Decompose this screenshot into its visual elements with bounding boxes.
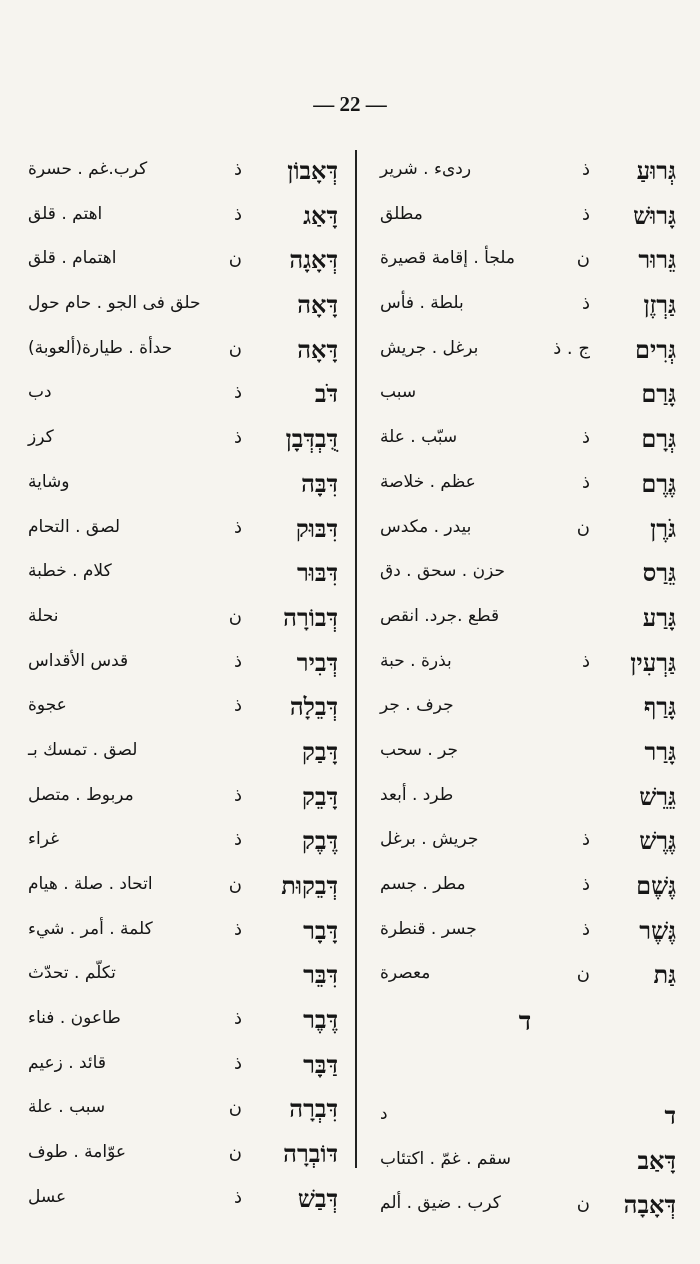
dictionary-entry — [22, 1178, 342, 1223]
gender-marker: ذ — [233, 695, 242, 717]
hebrew-headword: דֶּבֶר — [303, 1005, 338, 1035]
gender-marker: ن — [576, 248, 590, 270]
gender-marker: ذ — [233, 1008, 242, 1030]
dictionary-entry — [370, 954, 680, 999]
gender-marker: ذ — [581, 650, 590, 672]
hebrew-headword: דָּאַב — [637, 1145, 676, 1175]
hebrew-headword: גָּרַר — [644, 736, 676, 766]
gender-marker: ذ — [581, 159, 590, 180]
gender-marker: ذ — [233, 427, 242, 449]
hebrew-headword: דָּבֵק — [302, 781, 338, 811]
hebrew-headword: גַּרְזֶן — [643, 290, 676, 320]
gender-marker: ذ — [581, 203, 590, 225]
arabic-definition: جريش . برغل — [380, 829, 479, 850]
dictionary-entry — [370, 776, 680, 821]
gender-marker: ن — [228, 605, 242, 627]
hebrew-headword: גְּרָם — [641, 424, 676, 454]
arabic-definition: ملجأ . إقامة قصيرة — [380, 248, 516, 269]
hebrew-headword: דַּבָּר — [303, 1049, 338, 1079]
arabic-definition: بلطة . فأس — [380, 293, 464, 314]
dictionary-entry — [370, 642, 680, 687]
dictionary-entry — [22, 776, 342, 821]
hebrew-headword: גָּרַם — [641, 379, 676, 409]
section-letter: ד — [518, 1007, 532, 1038]
hebrew-headword: דִּבּוּק — [295, 513, 338, 543]
dictionary-entry — [22, 463, 342, 508]
dictionary-entry — [22, 1044, 342, 1089]
hebrew-headword: ד — [664, 1101, 676, 1131]
dictionary-entry — [370, 731, 680, 776]
hebrew-headword: גְּרוּעַ — [636, 156, 676, 185]
arabic-definition: نحلة — [28, 605, 59, 626]
arabic-definition: جرف . جر — [380, 695, 454, 716]
hebrew-headword: דֹּב — [314, 379, 338, 409]
hebrew-headword: גֶּרֶשׁ — [639, 826, 676, 856]
hebrew-headword: גֵּרַס — [642, 558, 676, 588]
dictionary-entry — [22, 686, 342, 731]
arabic-definition: اهتمام . قلق — [28, 248, 117, 269]
hebrew-headword: דּוֹבְרָה — [283, 1139, 338, 1169]
arabic-definition: حلق فى الجو . حام حول — [28, 293, 201, 314]
dictionary-entry — [370, 1095, 680, 1140]
gender-marker: ن — [576, 516, 590, 538]
dictionary-entry — [370, 552, 680, 597]
hebrew-headword: דָּאַג — [303, 200, 338, 230]
arabic-definition: كرز — [28, 427, 54, 448]
dictionary-entry — [22, 865, 342, 910]
gender-marker: ن — [576, 963, 590, 985]
arabic-definition: برغل . جريش — [380, 337, 479, 358]
hebrew-headword: דְּאָבָה — [623, 1190, 676, 1220]
arabic-definition: د — [380, 1104, 388, 1125]
dictionary-entry — [22, 239, 342, 284]
dictionary-entry — [370, 910, 680, 955]
dictionary-entry — [370, 686, 680, 731]
arabic-definition: سقم . غمّ . اكتئاب — [380, 1148, 512, 1169]
hebrew-headword: דִּבָּה — [301, 468, 338, 498]
arabic-definition: جر . سحب — [380, 739, 459, 760]
gender-marker: ج . ذ — [553, 337, 590, 359]
arabic-definition: مربوط . متصل — [28, 784, 134, 805]
dictionary-entry — [370, 1140, 680, 1185]
hebrew-headword: דְּאָגָה — [289, 245, 338, 275]
arabic-definition: كلام . خطبة — [28, 561, 112, 582]
hebrew-headword: גַּרְעִין — [630, 647, 676, 677]
dictionary-entry — [22, 284, 342, 329]
arabic-definition: لصق . التحام — [28, 516, 121, 537]
dictionary-entry — [370, 463, 680, 508]
hebrew-headword: גֵּרֵשׁ — [639, 781, 676, 811]
dictionary-entry — [370, 195, 680, 240]
hebrew-headword: גֵּרוּר — [638, 245, 676, 275]
arabic-definition: جسر . قنطرة — [380, 918, 477, 939]
arabic-definition: دب — [28, 382, 52, 403]
arabic-definition: حزن . سحق . دق — [380, 561, 505, 582]
gender-marker: ذ — [581, 427, 590, 449]
dictionary-entry — [370, 284, 680, 329]
hebrew-headword: דָּבַק — [302, 736, 338, 766]
section-heading — [370, 999, 680, 1095]
dictionary-entry — [370, 239, 680, 284]
gender-marker: ذ — [233, 203, 242, 225]
hebrew-headword: דְּבֵלָה — [289, 692, 338, 722]
arabic-definition: اتحاد . صلة . هيام — [28, 874, 153, 894]
hebrew-headword: דְּבֵקוּת — [281, 871, 338, 900]
hebrew-headword: דִּבְרָה — [289, 1094, 338, 1124]
dictionary-entry — [370, 150, 680, 195]
arabic-definition: سبّب . علة — [380, 427, 458, 448]
arabic-definition: تكلّم . تحدّث — [28, 963, 116, 984]
arabic-definition: قطع .جرد. انقص — [380, 605, 500, 626]
dictionary-entry — [22, 508, 342, 553]
gender-marker: ذ — [581, 293, 590, 315]
arabic-definition: بيدر . مكدس — [380, 516, 472, 537]
hebrew-headword: גְּרִים — [635, 334, 676, 364]
dictionary-entry — [22, 329, 342, 374]
gender-marker: ذ — [233, 918, 242, 940]
arabic-definition: معصرة — [380, 963, 431, 984]
hebrew-headword: גֹּרֶן — [650, 513, 676, 543]
hebrew-headword: דִּבּוּר — [296, 558, 338, 588]
dictionary-entry — [22, 373, 342, 418]
dictionary-entry — [370, 1184, 680, 1229]
gender-marker: ذ — [233, 1186, 242, 1208]
gender-marker: ن — [228, 1097, 242, 1119]
arabic-definition: عظم . خلاصة — [380, 471, 476, 492]
hebrew-headword: דָּאָה — [297, 290, 338, 320]
hebrew-headword: דְּבַשׁ — [297, 1183, 338, 1213]
gender-marker: ن — [228, 248, 242, 270]
gender-marker: ن — [228, 1142, 242, 1164]
arabic-definition: حدأة . طيارة(ألعوبة) — [28, 337, 173, 358]
hebrew-headword: דֻּבְדְּבָן — [285, 424, 338, 454]
hebrew-headword: דָּאָה — [297, 334, 338, 364]
dictionary-entry — [370, 597, 680, 642]
dictionary-entry — [370, 373, 680, 418]
gender-marker: ن — [228, 337, 242, 359]
dictionary-entry — [22, 910, 342, 955]
arabic-definition: وشاية — [28, 471, 70, 492]
hebrew-headword: דָּבָר — [303, 915, 338, 945]
dictionary-entry — [22, 195, 342, 240]
arabic-definition: عوّامة . طوف — [28, 1142, 127, 1163]
dictionary-entry — [22, 597, 342, 642]
gender-marker: ذ — [581, 471, 590, 493]
page-number: — 22 — — [313, 92, 387, 116]
column-divider — [355, 150, 357, 1168]
dictionary-entry — [370, 865, 680, 910]
hebrew-headword: גָּרַע — [642, 602, 676, 632]
hebrew-headword: גָּרוּשׁ — [633, 200, 676, 230]
gender-marker: ذ — [233, 1052, 242, 1074]
arabic-definition: طاعون . فناء — [28, 1008, 121, 1029]
gender-marker: ذ — [581, 874, 590, 895]
arabic-definition: سبب . علة — [28, 1097, 106, 1118]
gender-marker: ذ — [581, 829, 590, 851]
dictionary-entry — [22, 954, 342, 999]
arabic-definition: قدس الأقداس — [28, 650, 129, 671]
arabic-definition: غراء — [28, 829, 59, 850]
hebrew-headword: גֶּשֶׁר — [639, 915, 676, 945]
hebrew-headword: גֶּשֶׁם — [636, 871, 676, 900]
arabic-definition: طرد . أبعد — [380, 784, 454, 805]
gender-marker: ذ — [233, 829, 242, 851]
gender-marker: ذ — [233, 382, 242, 404]
arabic-definition: اهتم . قلق — [28, 203, 103, 224]
dictionary-entry — [22, 731, 342, 776]
dictionary-entry — [370, 329, 680, 374]
gender-marker: ذ — [581, 918, 590, 940]
dictionary-entry — [22, 820, 342, 865]
hebrew-headword: גַּת — [653, 960, 676, 990]
hebrew-headword: דֶּבֶק — [302, 826, 338, 856]
arabic-definition: عسل — [28, 1186, 67, 1207]
dictionary-entry — [370, 820, 680, 865]
arabic-definition: ردىء . شرير — [380, 159, 472, 179]
arabic-definition: كلمة . أمر . شيء — [28, 918, 153, 939]
hebrew-headword: דְּבוֹרָה — [283, 602, 338, 632]
hebrew-headword: דְּבִיר — [296, 647, 338, 677]
dictionary-entry — [22, 418, 342, 463]
gender-marker: ذ — [233, 784, 242, 806]
arabic-definition: مطر . جسم — [380, 874, 466, 894]
arabic-definition: بذرة . حبة — [380, 650, 452, 671]
left-column — [22, 150, 342, 1223]
arabic-definition: لصق . تمسك بـ — [28, 739, 138, 760]
dictionary-entry — [22, 150, 342, 195]
arabic-definition: عجوة — [28, 695, 67, 716]
dictionary-entry — [22, 1133, 342, 1178]
dictionary-entry — [22, 642, 342, 687]
dictionary-entry — [22, 1088, 342, 1133]
arabic-definition: كرب.غم . حسرة — [28, 159, 148, 179]
gender-marker: ذ — [233, 159, 242, 180]
hebrew-headword: גָּרַף — [643, 692, 676, 722]
dictionary-entry — [22, 999, 342, 1044]
hebrew-headword: דְּאָבוֹן — [287, 156, 338, 185]
gender-marker: ن — [576, 1193, 590, 1215]
arabic-definition: كرب . ضيق . ألم — [380, 1193, 501, 1214]
dictionary-entry — [370, 508, 680, 553]
right-column — [370, 150, 680, 1229]
gender-marker: ن — [228, 874, 242, 895]
arabic-definition: مطلق — [380, 203, 423, 224]
dictionary-entry — [22, 552, 342, 597]
hebrew-headword: דִּבֵּר — [303, 960, 338, 990]
dictionary-entry — [370, 418, 680, 463]
gender-marker: ذ — [233, 516, 242, 538]
hebrew-headword: גֶּרֶם — [641, 468, 676, 498]
arabic-definition: قائد . زعيم — [28, 1052, 106, 1073]
gender-marker: ذ — [233, 650, 242, 672]
arabic-definition: سبب — [380, 382, 417, 403]
